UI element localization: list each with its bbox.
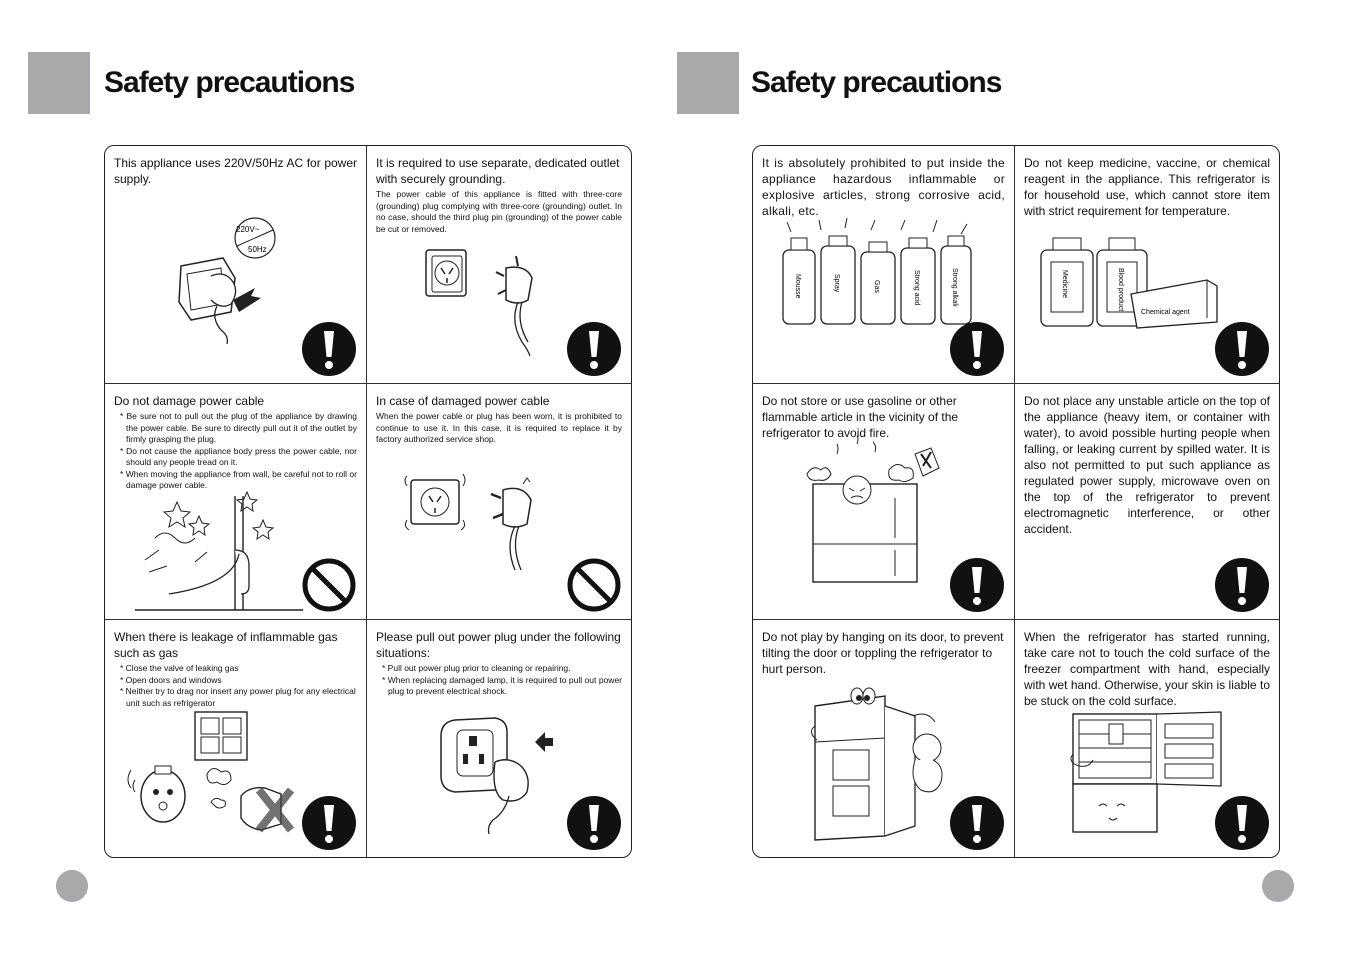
mandatory-sign-icon xyxy=(1214,321,1270,377)
section-marker xyxy=(677,52,739,114)
svg-text:Blood product: Blood product xyxy=(1117,268,1124,312)
hazardous-containers-illustration xyxy=(777,216,977,328)
damaged-cable-illustration xyxy=(135,490,305,614)
precaution-heading: Do not place any unstable article on the top of the appliance (heavy item, or container with water), to avoid possible hurting people when falling, or leaking current by spilled water. It is also not permitted to put such appliance as regulated power supply, microwave oven on the top of the refrigerator to prevent electromagnetic interference, or other accident. xyxy=(1024,394,1270,536)
unplug-illustration xyxy=(435,716,565,836)
section-marker xyxy=(28,52,90,114)
svg-text:Mousse: Mousse xyxy=(794,274,801,299)
precaution-cell xyxy=(1015,620,1279,857)
precaution-cell xyxy=(367,146,631,384)
freezer-illustration xyxy=(1069,710,1229,834)
precaution-heading: Do not damage power cable xyxy=(114,394,265,408)
bullet-item: * Neither try to drag nor insert any power plug for any electrical unit such as refrigerator xyxy=(120,686,356,708)
mandatory-sign-icon xyxy=(1214,557,1270,613)
gas-leak-illustration xyxy=(123,710,313,850)
mandatory-sign-icon xyxy=(566,795,622,851)
svg-text:Medicine: Medicine xyxy=(1061,270,1068,299)
svg-text:Chemical agent: Chemical agent xyxy=(1141,309,1190,316)
bullet-item: * Close the valve of leaking gas xyxy=(120,663,239,673)
svg-text:Gas: Gas xyxy=(873,280,880,293)
page-title: Safety precautions xyxy=(751,66,1002,99)
precautions-panel xyxy=(752,145,1280,858)
svg-text:50Hz: 50Hz xyxy=(248,245,267,254)
precaution-cell xyxy=(105,384,367,620)
outlet-plug-illustration xyxy=(422,246,562,356)
precaution-bullets xyxy=(114,411,357,492)
precaution-cell xyxy=(753,620,1015,857)
precaution-cell xyxy=(1015,146,1279,384)
page-number-marker xyxy=(1262,870,1294,902)
bullet-item: * When replacing damaged lamp, it is required to pull out power plug to prevent electrical shock. xyxy=(382,674,622,696)
bullet-item: * Be sure not to pull out the plug of the appliance by drawing the power cable. Be sure to directly pull out it of the outlet by firmly grasping the plug. xyxy=(120,411,357,444)
svg-text:220V~: 220V~ xyxy=(236,225,260,234)
plug-outlet-illustration xyxy=(173,216,283,346)
mandatory-sign-icon xyxy=(301,321,357,377)
left-page xyxy=(0,0,675,954)
precaution-heading: When the refrigerator has started running, take care not to touch the cold surface of the freezer compartment with hand, especially with wet hand. Otherwise, your skin is liable to be stuck on the cold surface. xyxy=(1024,630,1270,708)
svg-text:Strong acid: Strong acid xyxy=(913,270,920,306)
precaution-bullets xyxy=(376,663,622,698)
svg-text:Strong alkali: Strong alkali xyxy=(951,268,958,307)
mandatory-sign-icon xyxy=(949,795,1005,851)
right-page xyxy=(676,0,1351,954)
prohibited-sign-icon xyxy=(301,557,357,613)
bullet-item: * Do not cause the appliance body press the power cable, nor should any people tread on it. xyxy=(120,445,357,467)
precaution-detail: The power cable of this appliance is fitted with three-core (grounding) plug complying with three-core (grounding) outlet. In no case, should the third plug pin (grounding) of the power cable be cut or removed. xyxy=(376,189,622,234)
bullet-item: * Open doors and windows xyxy=(120,674,222,685)
precautions-panel xyxy=(104,145,632,858)
precaution-cell xyxy=(367,620,631,857)
precaution-detail: When the power cable or plug has been worn, it is prohibited to continue to use it. In this case, it is required to replace it by factory authorized service shop. xyxy=(376,411,622,444)
precaution-heading: Do not store or use gasoline or other flammable article in the vicinity of the refrigerator to avoid fire. xyxy=(762,394,959,440)
mandatory-sign-icon xyxy=(1214,795,1270,851)
precaution-cell xyxy=(753,146,1015,384)
prohibited-sign-icon xyxy=(566,557,622,613)
precaution-cell xyxy=(1015,384,1279,620)
precaution-heading: Do not keep medicine, vaccine, or chemical reagent in the appliance. This refrigerator is for household use, which cannot store item with strict requirement for temperature. xyxy=(1024,156,1270,218)
mandatory-sign-icon xyxy=(949,321,1005,377)
precaution-bullets xyxy=(114,663,357,709)
mandatory-sign-icon xyxy=(301,795,357,851)
mandatory-sign-icon xyxy=(566,321,622,377)
precaution-heading: In case of damaged power cable xyxy=(376,394,550,408)
bullet-item: * Pull out power plug prior to cleaning or repairing. xyxy=(382,663,571,673)
precaution-heading: Please pull out power plug under the following situations: xyxy=(376,630,621,660)
svg-text:Spray: Spray xyxy=(833,274,840,293)
medicine-containers-illustration xyxy=(1035,232,1235,332)
precaution-heading: It is required to use separate, dedicated outlet with securely grounding. xyxy=(376,156,620,186)
precaution-heading: When there is leakage of inflammable gas such as gas xyxy=(114,630,338,660)
page-number-marker xyxy=(56,870,88,902)
precaution-heading: Do not play by hanging on its door, to prevent tilting the door or toppling the refrigerator to hurt person. xyxy=(762,630,1004,676)
worn-plug-illustration xyxy=(403,470,553,580)
bullet-item: * When moving the appliance from wall, be careful not to roll or damage power cable. xyxy=(120,468,357,490)
precaution-cell xyxy=(105,620,367,857)
precaution-cell xyxy=(367,384,631,620)
precaution-heading: This appliance uses 220V/50Hz AC for power supply. xyxy=(114,156,357,186)
mandatory-sign-icon xyxy=(949,557,1005,613)
page-title: Safety precautions xyxy=(104,66,355,99)
precaution-heading: It is absolutely prohibited to put inside the appliance hazardous inflammable or explosive articles, strong corrosive acid, alkali, etc. xyxy=(762,156,1005,218)
precaution-cell xyxy=(753,384,1015,620)
fire-hazard-illustration xyxy=(797,434,957,584)
precaution-cell xyxy=(105,146,367,384)
hanging-door-illustration xyxy=(803,686,953,846)
